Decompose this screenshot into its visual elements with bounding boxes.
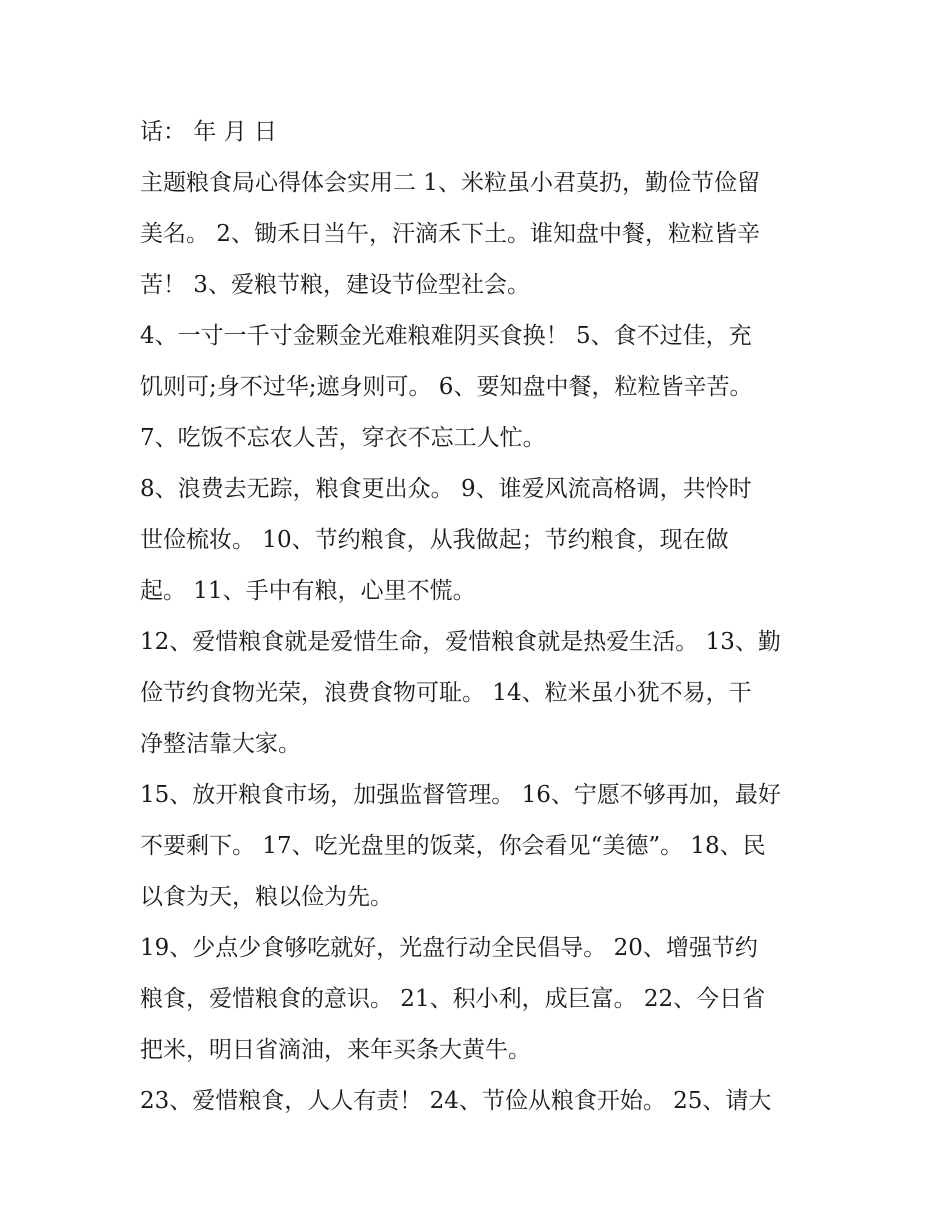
- text-line: 美名。 2、锄禾日当午，汗滴禾下土。谁知盘中餐，粒粒皆辛: [140, 221, 760, 247]
- text-line: 12、爱惜粮食就是爱惜生命，爱惜粮食就是热爱生活。 13、勤: [140, 629, 781, 655]
- text-line: 以食为天，粮以俭为先。: [140, 884, 393, 910]
- text-line: 8、浪费去无踪，粮食更出众。 9、谁爱风流高格调，共怜时: [140, 476, 752, 502]
- text-line: 主题粮食局心得体会实用二 1、米粒虽小君莫扔，勤俭节俭留: [140, 170, 760, 196]
- text-line: 话： 年 月 日: [140, 119, 277, 145]
- text-line: 饥则可;身不过华;遮身则可。 6、要知盘中餐，粒粒皆辛苦。: [140, 374, 753, 400]
- text-line: 19、少点少食够吃就好，光盘行动全民倡导。 20、增强节约: [140, 935, 758, 961]
- text-line: 不要剩下。 17、吃光盘里的饭菜，你会看见“美德”。 18、民: [140, 833, 766, 859]
- document-body: [140, 107, 820, 1127]
- text-line: 世俭梳妆。 10、节约粮食，从我做起；节约粮食，现在做: [140, 527, 729, 553]
- text-line: 7、吃饭不忘农人苦，穿衣不忘工人忙。: [140, 425, 546, 451]
- text-line: 23、爱惜粮食，人人有责！ 24、节俭从粮食开始。 25、请大: [140, 1088, 772, 1114]
- text-line: 苦！ 3、爱粮节粮，建设节俭型社会。: [140, 272, 530, 298]
- text-line: 起。 11、手中有粮，心里不慌。: [140, 578, 476, 604]
- text-line: 俭节约食物光荣，浪费食物可耻。 14、粒米虽小犹不易，干: [140, 680, 752, 706]
- text-line: 15、放开粮食市场，加强监督管理。 16、宁愿不够再加，最好: [140, 782, 781, 808]
- text-line: 把米，明日省滴油，来年买条大黄牛。: [140, 1037, 531, 1063]
- text-line: 4、一寸一千寸金颗金光难粮难阴买食换！ 5、食不过佳，充: [140, 323, 752, 349]
- text-line: 粮食，爱惜粮食的意识。 21、积小利，成巨富。 22、今日省: [140, 986, 766, 1012]
- text-line: 净整洁靠大家。: [140, 731, 301, 757]
